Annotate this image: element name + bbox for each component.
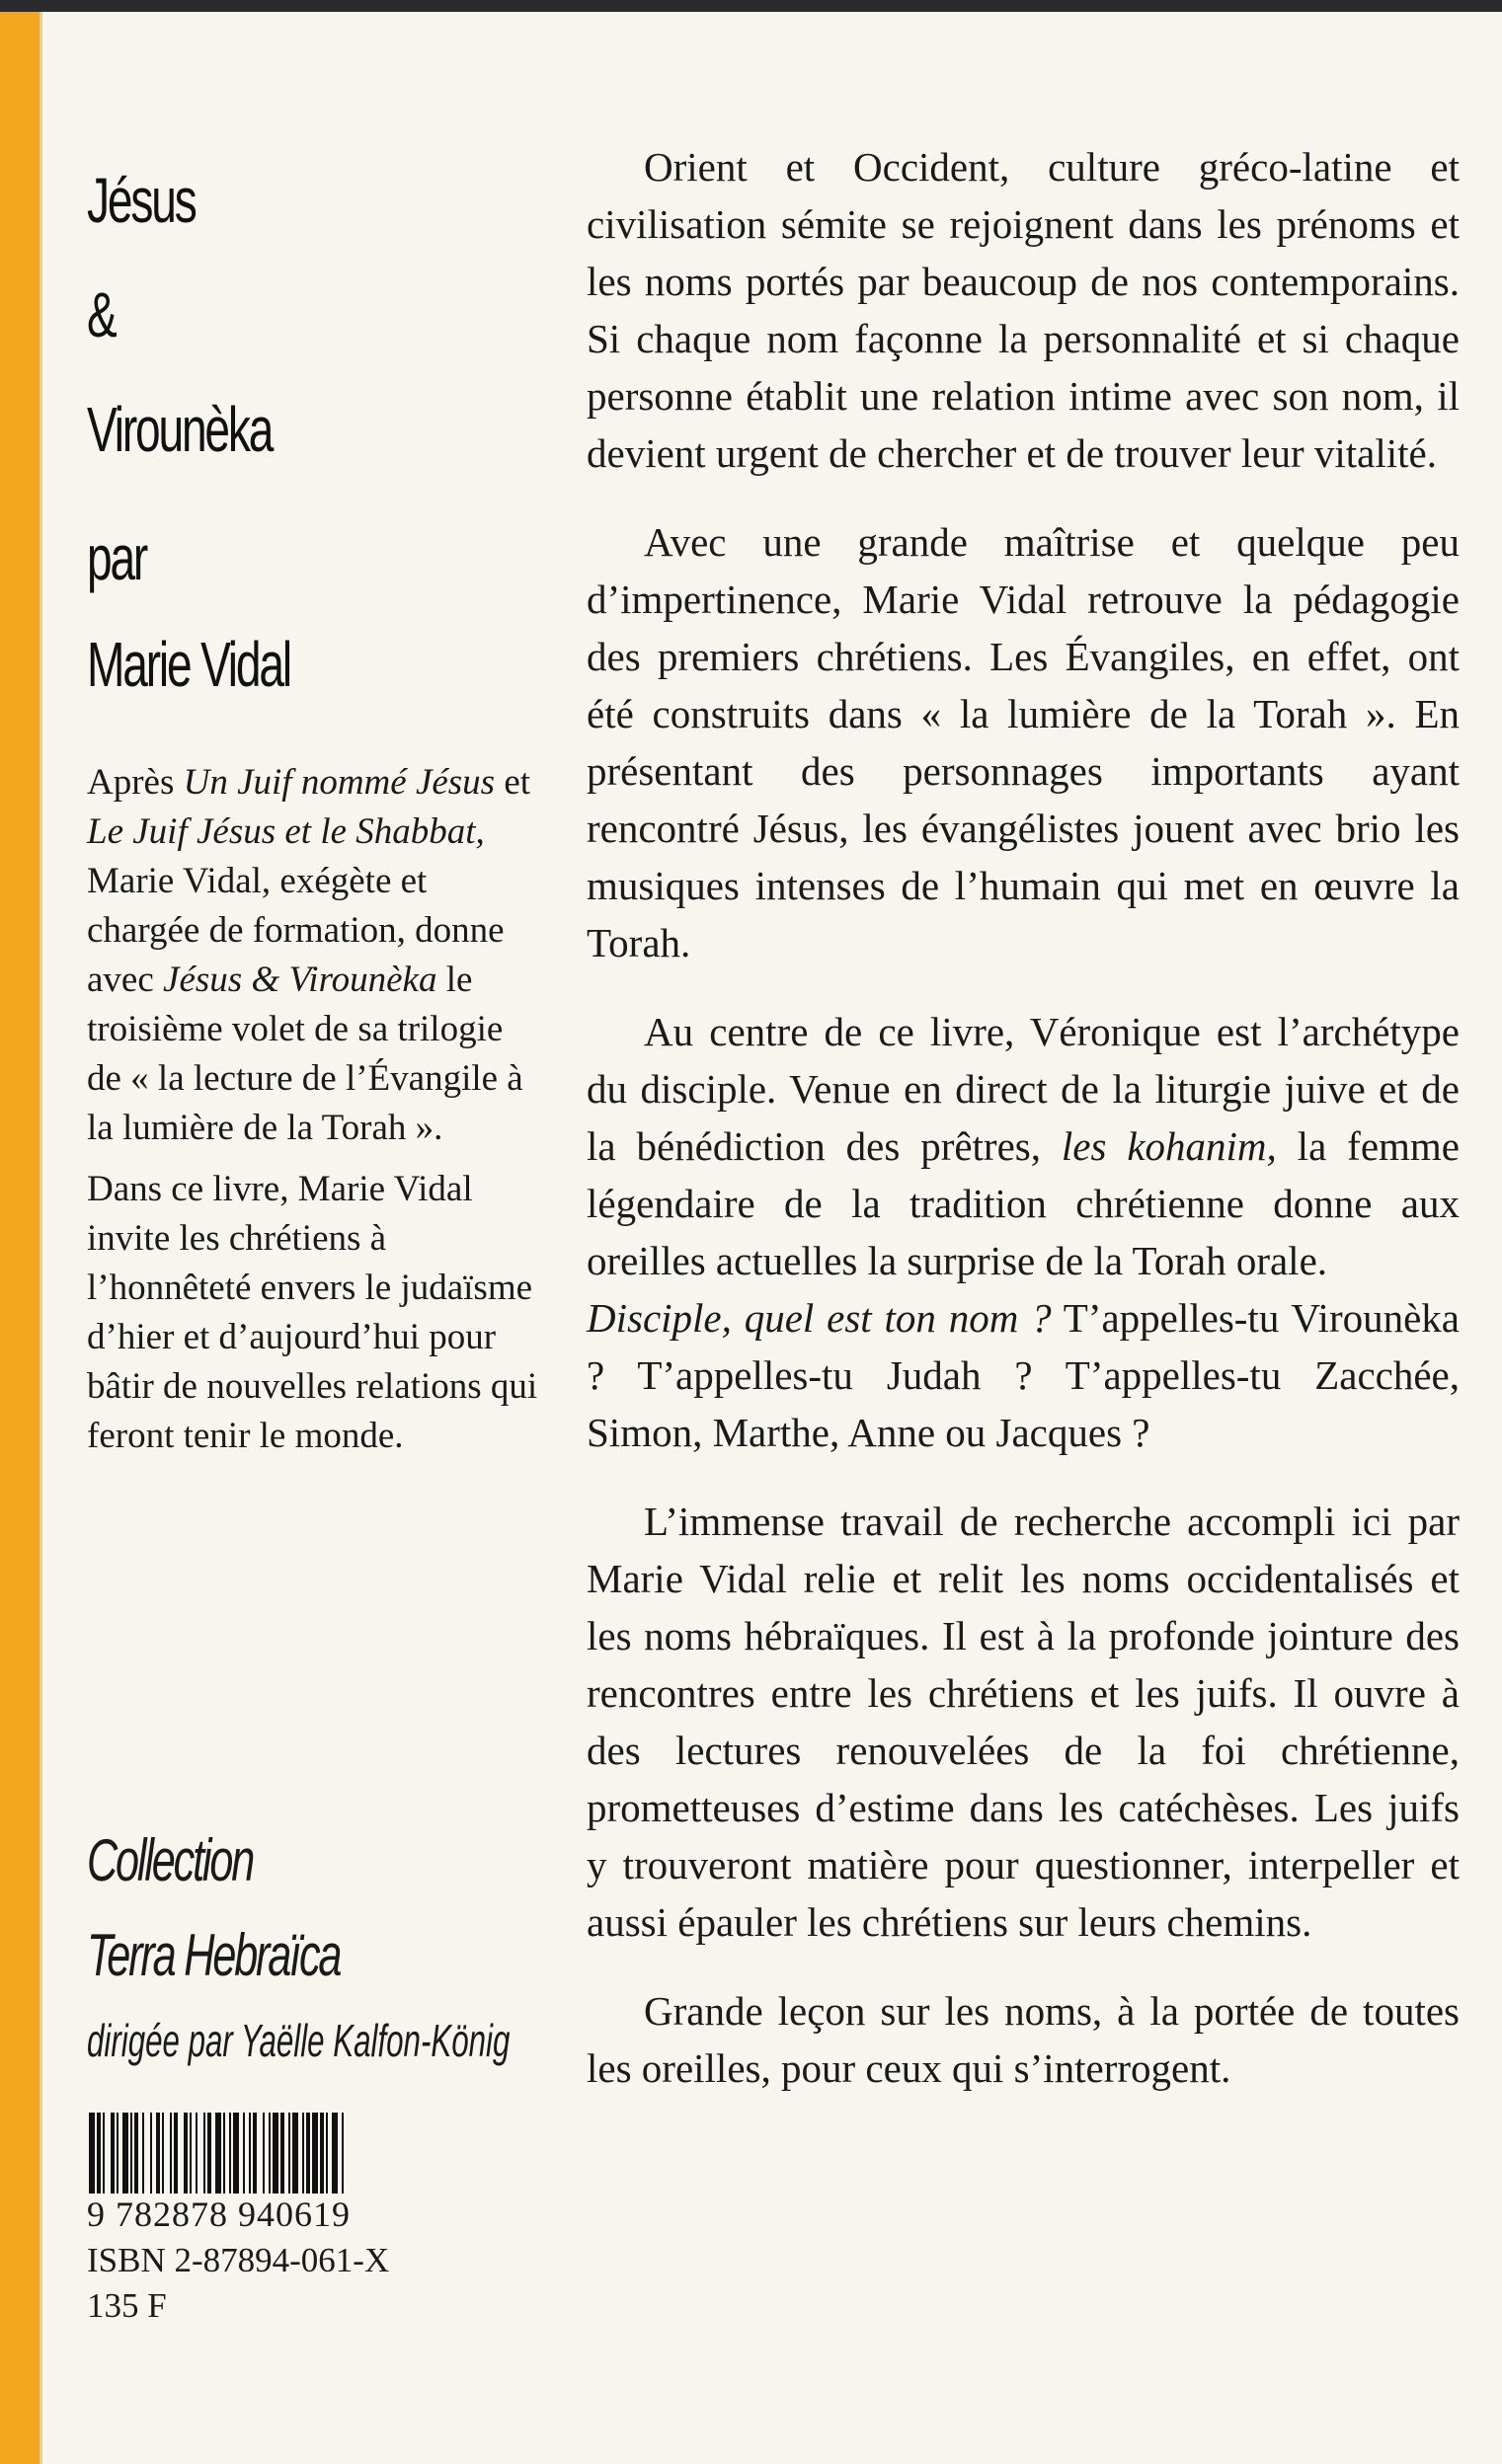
barcode-bar [122, 2113, 128, 2194]
barcode-bar [97, 2113, 101, 2194]
title-virouneka: Virounèka [87, 394, 273, 465]
main-paragraph-5: Grande leçon sur les noms, à la portée de toutes les oreilles, pour ceux qui s’interrogent. [587, 1988, 1460, 2091]
barcode-bar [273, 2113, 278, 2194]
barcode-bar [249, 2113, 251, 2194]
price: 135 F [87, 2286, 167, 2325]
isbn: ISBN 2-87894-061-X [87, 2241, 390, 2279]
main-paragraph-2: Avec une grande maîtrise et quelque peu d’impertinence, Marie Vidal retrouve la pédagogie des premiers chrétiens. Les Évangiles, en effet, ont été construits dans « la lumière de la Torah ». En présentant des personnages importants ayant rencontré Jésus, les évangélistes jouent avec brio les musiques intenses de l’humain qui met en œuvre la Torah. [587, 519, 1460, 965]
barcode-bar [170, 2113, 172, 2194]
barcode-bar [320, 2113, 324, 2194]
barcode-bar [150, 2113, 152, 2194]
barcode-bar [280, 2113, 284, 2194]
barcode-bar [207, 2113, 211, 2194]
kohanim-term: les kohanim, [1061, 1123, 1277, 1169]
book-title-2: Le Juif Jésus et le Shabbat, [87, 811, 485, 852]
title-ampersand: & [87, 279, 116, 350]
barcode-bar [103, 2113, 105, 2194]
barcode-bar [174, 2113, 178, 2194]
top-dark-edge [0, 0, 1502, 12]
barcode-bar [306, 2113, 310, 2194]
collection-name: Terra Hebraïca [87, 1922, 341, 1988]
book-title-3: Jésus & Virounèka [163, 960, 437, 1000]
back-cover-blurb [87, 758, 541, 1461]
barcode-bar [288, 2113, 290, 2194]
disciple-question: Disciple, quel est ton nom ? [587, 1295, 1052, 1341]
barcode-bar [233, 2113, 239, 2194]
barcode-bar [196, 2113, 198, 2194]
barcode-bar [292, 2113, 298, 2194]
collection-director: dirigée par Yaëlle Kalfon-König [87, 2015, 511, 2066]
barcode-bar [312, 2113, 318, 2194]
barcode-bar [326, 2113, 328, 2194]
main-paragraph-1: Orient et Occident, culture gréco-latine et civilisation sémite se rejoignent dans les prénoms et les noms portés par beaucoup de nos contemporains. Si chaque nom façonne la personnalité et si chaque personne établit une relation intime avec son nom, il devient urgent de chercher et de trouver leur vitalité. [587, 144, 1460, 476]
barcode-digits: 9 782878 940619 [87, 2194, 351, 2234]
spine-edge [40, 12, 42, 2464]
barcode-bar [253, 2113, 257, 2194]
barcode-bars [87, 2113, 454, 2194]
barcode-bar [142, 2113, 144, 2194]
barcode-bar [332, 2113, 338, 2194]
barcode-bar [269, 2113, 271, 2194]
barcode-bar [342, 2113, 344, 2194]
main-text: T’appelles-tu Virounèka ? T’appelles-tu Judah ? T’appelles-tu Zacchée, Simon, Marthe, Anne ou Jacques ? [587, 1295, 1460, 1455]
blurb-text: Marie Vidal, exégète et chargée de formation, donne avec [87, 861, 505, 1000]
blurb-text: et [495, 762, 531, 803]
barcode-bar [156, 2113, 160, 2194]
barcode-bar [215, 2113, 221, 2194]
author-by: par [87, 522, 147, 593]
main-text: Au centre de ce livre, Véronique est l’archétype du disciple. Venue en direct de la liturgie juive et de la bénédiction des prêtres, [587, 1009, 1460, 1169]
barcode-bar [130, 2113, 132, 2194]
blurb-paragraph-2: Dans ce livre, Marie Vidal invite les chrétiens à l’honnêteté envers le judaïsme d’hier et d’aujourd’hui pour bâtir de nouvelles relations qui feront tenir le monde. [87, 1169, 538, 1456]
barcode-bar [134, 2113, 138, 2194]
collection-label: Collection [87, 1827, 254, 1893]
main-text-column [587, 138, 1460, 2097]
book-title-1: Un Juif nommé Jésus [183, 762, 496, 803]
barcode-bar [302, 2113, 304, 2194]
barcode-bar [263, 2113, 265, 2194]
barcode-bar [89, 2113, 95, 2194]
barcode-bar [111, 2113, 115, 2194]
main-paragraph-3 [587, 1003, 1460, 1461]
blurb-text: le troisième volet de sa trilogie de « la lecture de l’Évangile à la lumière de la Torah ». [87, 960, 523, 1148]
barcode-bar [243, 2113, 245, 2194]
barcode-bar [190, 2113, 192, 2194]
barcode-bar [203, 2113, 205, 2194]
author-name: Marie Vidal [87, 629, 290, 700]
barcode-bar [184, 2113, 188, 2194]
orange-spine-band [0, 12, 40, 2464]
main-paragraph-4: L’immense travail de recherche accompli ici par Marie Vidal relie et relit les noms occidentalisés et les noms hébraïques. Il est à la profonde jointure des rencontres entre les chrétiens et les juifs. Il ouvre à des lectures renouvelées de la foi chrétienne, prometteuses d’estime dans les catéchèses. Les juifs y trouveront matière pour questionner, interpeller et aussi épauler les chrétiens sur leurs chemins. [587, 1499, 1460, 1945]
main-text: la femme légendaire de la tradition chrétienne donne aux oreilles actuelles la surprise de la Torah orale. [587, 1123, 1460, 1283]
barcode-bar [223, 2113, 225, 2194]
blurb-text: Après [87, 762, 184, 803]
barcode-bar [229, 2113, 231, 2194]
blurb-paragraph-1 [87, 758, 541, 1153]
title-jesus: Jésus [87, 165, 196, 236]
barcode-bar [117, 2113, 119, 2194]
barcode-bar [162, 2113, 164, 2194]
